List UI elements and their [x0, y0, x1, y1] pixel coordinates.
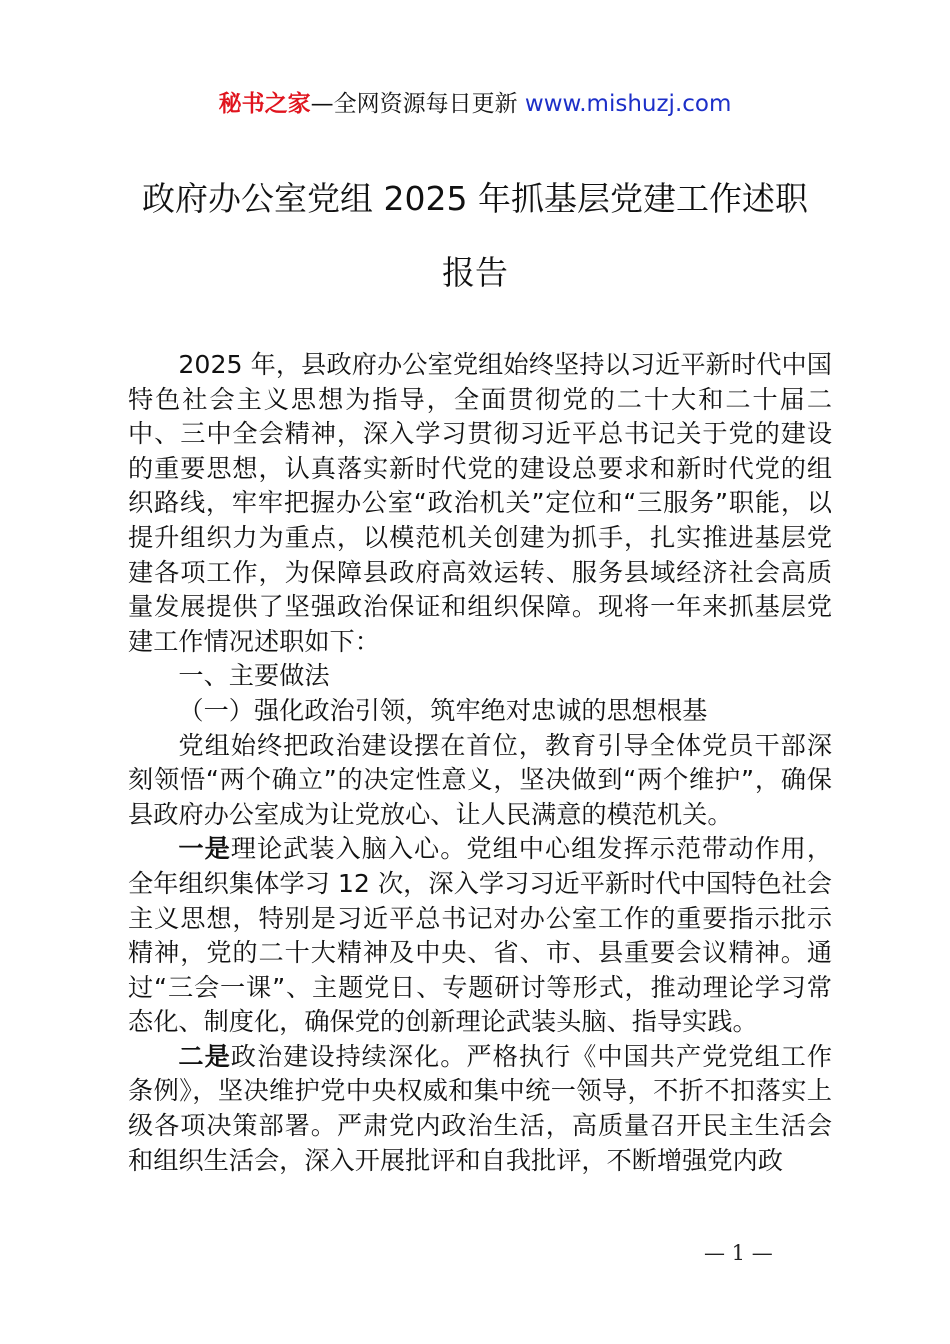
subsection-paragraph: 党组始终把政治建设摆在首位，教育引导全体党员干部深刻领悟“两个确立”的决定性意义，坚决做到“两个维护”，确保县政府办公室成为让党放心、让人民满意的模范机关。: [128, 730, 832, 829]
document-title: [0, 180, 950, 292]
site-url-link[interactable]: www.mishuzj.com: [524, 91, 732, 117]
site-slogan: —全网资源每日更新: [310, 91, 525, 117]
document-body: [128, 348, 832, 1178]
point-lead-1: 一是: [178, 834, 231, 864]
subsection-heading: （一）强化政治引领，筑牢绝对忠诚的思想根基: [178, 695, 708, 725]
document-title-line-1: 政府办公室党组 2025 年抓基层党建工作述职: [142, 179, 808, 218]
page-number: — 1 —: [704, 1241, 773, 1265]
section-heading: 一、主要做法: [178, 661, 330, 691]
point-paragraph-1: [128, 832, 832, 1040]
intro-paragraph: 2025 年，县政府办公室党组始终坚持以习近平新时代中国特色社会主义思想为指导，全面贯彻党的二十大和二十届二中、三中全会精神，深入学习贯彻习近平总书记关于党的建设的重要思想，认真落实新时代党的建设总要求和新时代党的组织路线，牢牢把握办公室“政治机关”定位和“三服务”职能，以提升组织力为重点，以模范机关创建为抓手，扎实推进基层党建各项工作，为保障县政府高效运转、服务县域经济社会高质量发展提供了坚强政治保证和组织保障。现将一年来抓基层党建工作情况述职如下：: [128, 350, 832, 656]
point-text-2: 政治建设持续深化。严格执行《中国共产党党组工作条例》，坚决维护党中央权威和集中统一领导，不折不扣落实上级各项决策部署。严肃党内政治生活，高质量召开民主生活会和组织生活会，深入开展批评和自我批评，不断增强党内政: [128, 1041, 833, 1175]
point-lead-2: 二是: [178, 1041, 231, 1071]
document-title-line-2: 报告: [442, 253, 508, 292]
site-header: [0, 86, 950, 122]
point-text-1: 理论武装入脑入心。党组中心组发挥示范带动作用，全年组织集体学习 12 次，深入学习习近平新时代中国特色社会主义思想，特别是习近平总书记对办公室工作的重要指示批示精神，党的二十大精神及中央、省、市、县重要会议精神。通过“三会一课”、主题党日、专题研讨等形式，推动理论学习常态化、制度化，确保党的创新理论武装头脑、指导实践。: [128, 834, 833, 1037]
site-brand: 秘书之家: [218, 91, 311, 117]
point-paragraph-2: [128, 1040, 832, 1178]
